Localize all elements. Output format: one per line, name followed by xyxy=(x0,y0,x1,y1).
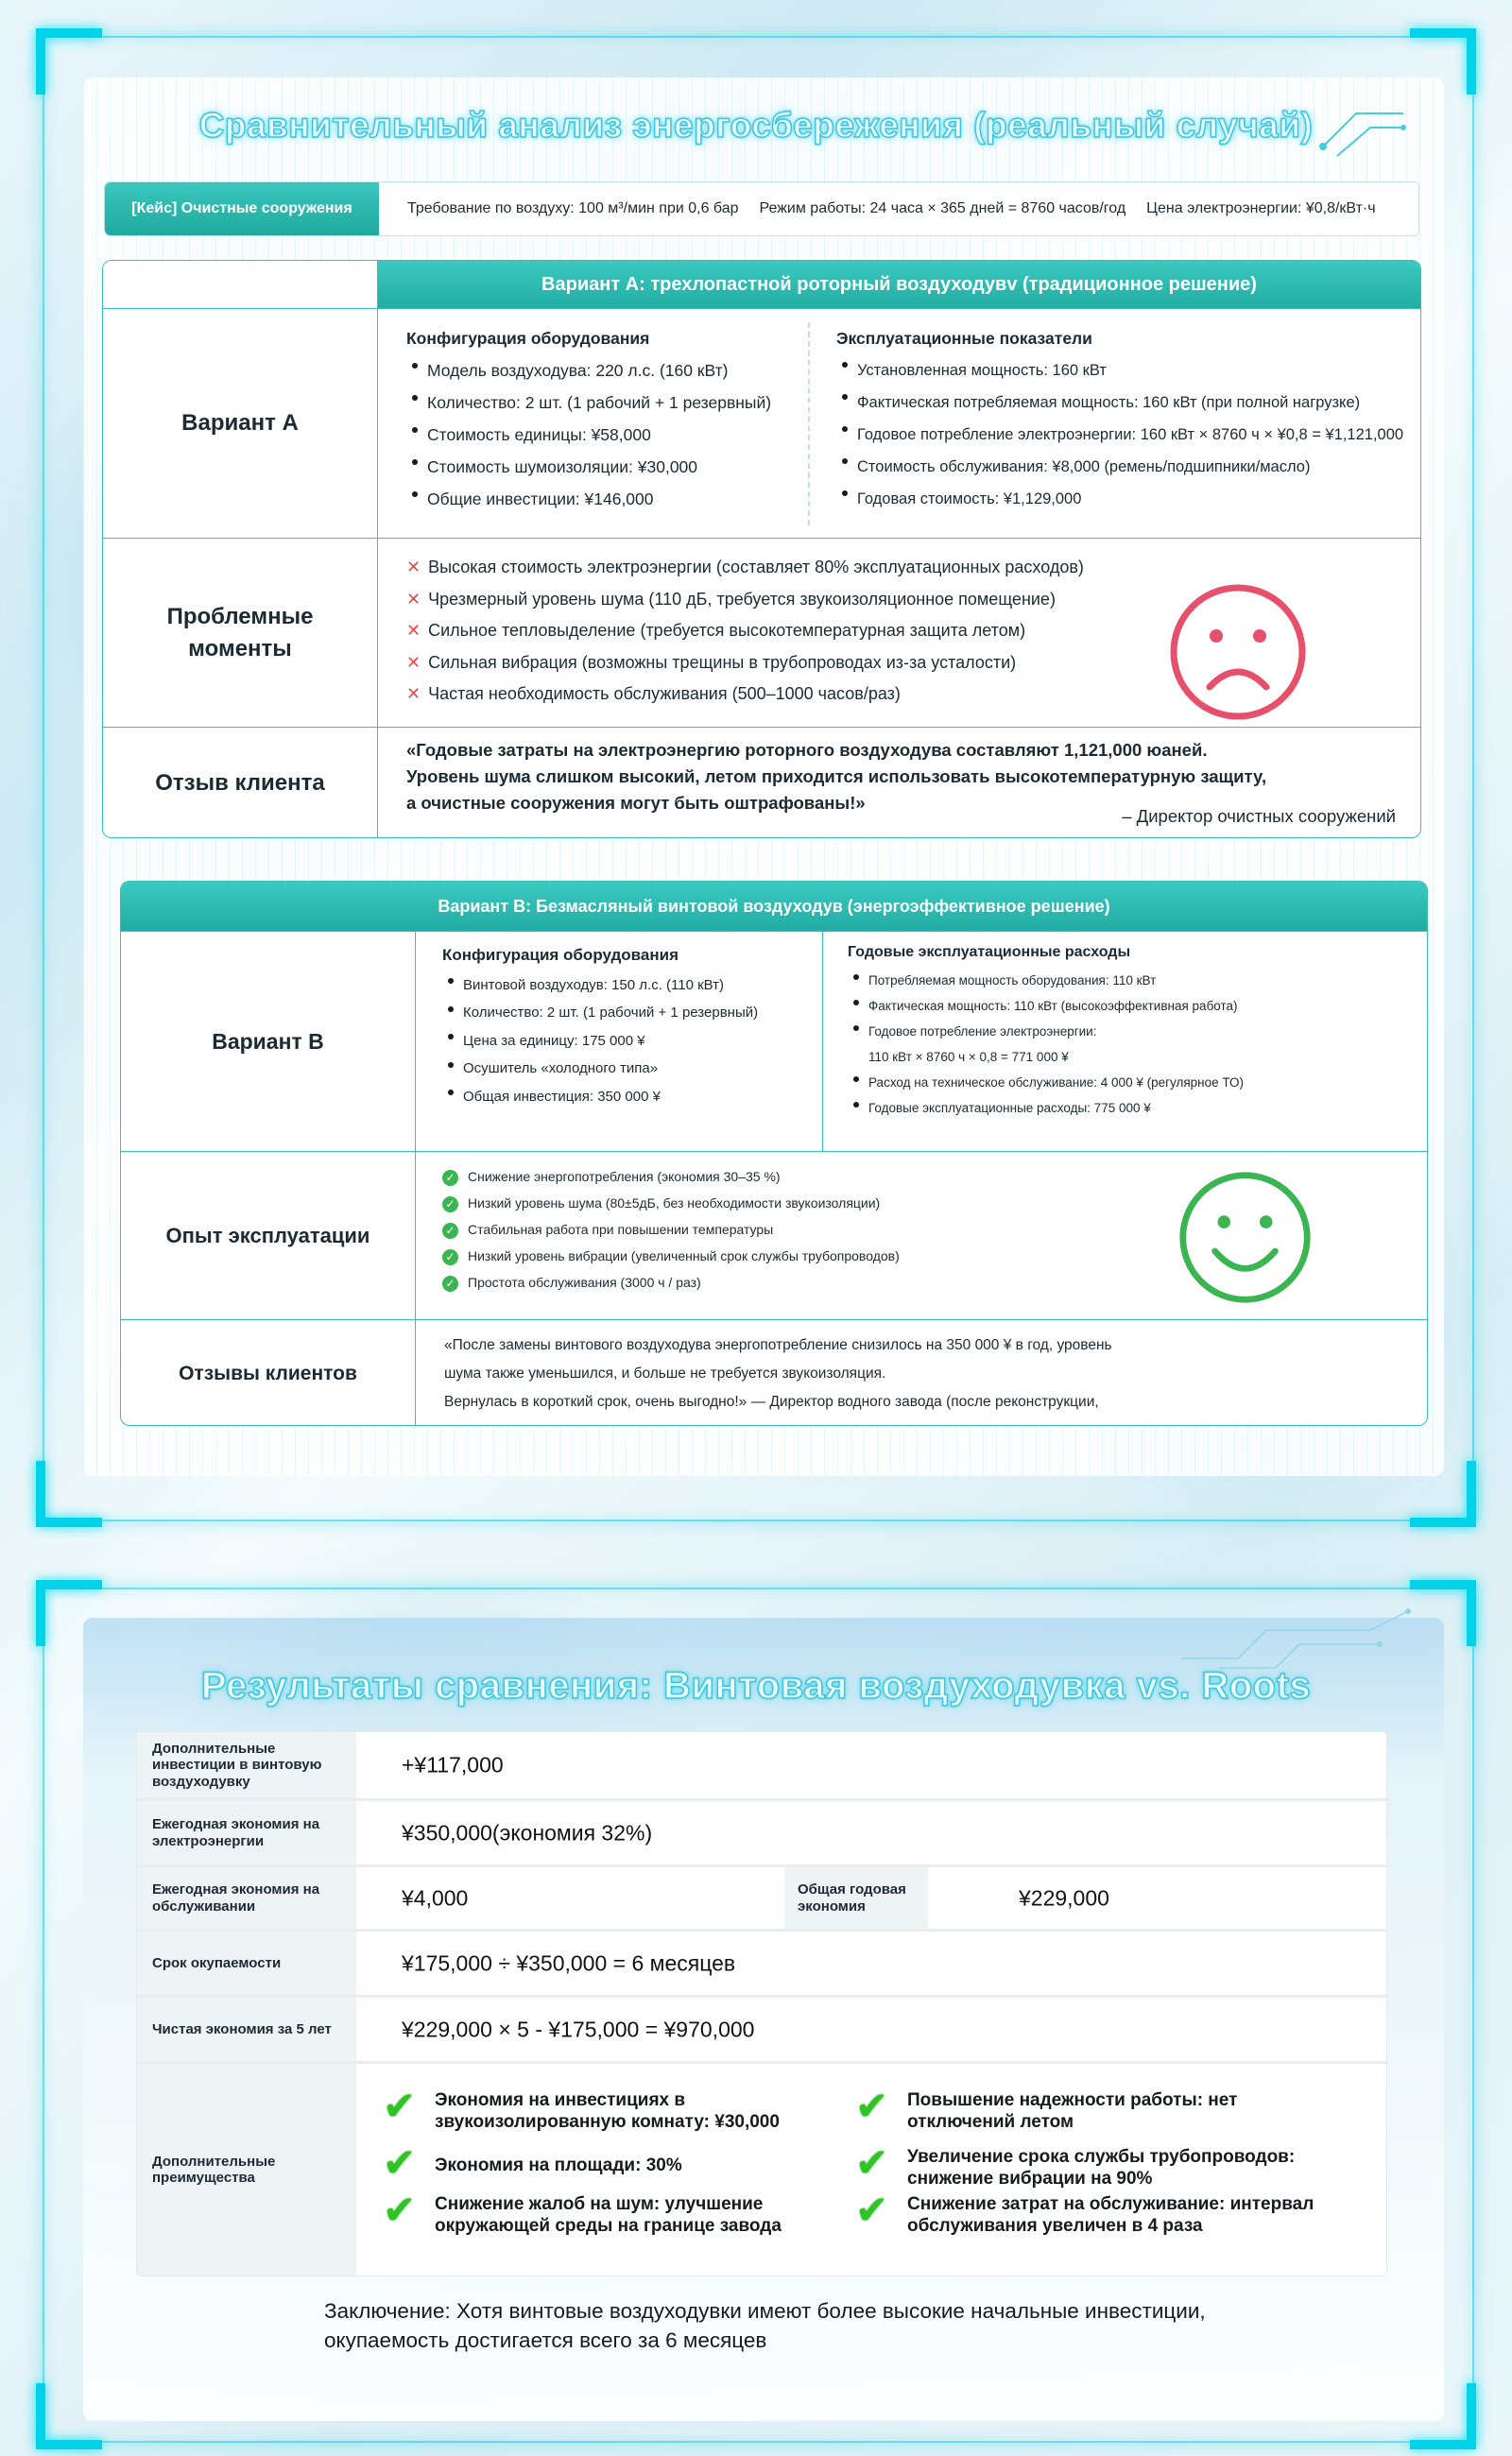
row-value: ¥175,000 ÷ ¥350,000 = 6 месяцев xyxy=(402,1950,736,1975)
list-item: Стоимость шумоизоляции: ¥30,000 xyxy=(406,451,803,483)
list-item: Годовое потребление электроэнергии: 110 кВт × 8760 ч × 0,8 = 771 000 ¥ xyxy=(848,1019,1424,1070)
row-value: ¥4,000 xyxy=(402,1885,469,1910)
plan-b-experience-label: Опыт эксплуатации xyxy=(121,1151,416,1319)
plan-b-benefits-list xyxy=(442,1163,900,1296)
checkmark-icon: ✔ xyxy=(383,2084,417,2128)
row-value-2: ¥229,000 xyxy=(1019,1885,1109,1910)
row-value: +¥117,000 xyxy=(402,1752,504,1778)
plan-a-config-title: Конфигурация оборудования xyxy=(406,329,650,348)
table-row xyxy=(137,2061,1386,2276)
list-item: Общие инвестиции: ¥146,000 xyxy=(406,483,803,515)
list-item: Потребляемая мощность оборудования: 110 кВт xyxy=(848,968,1424,993)
list-item: ✕ Чрезмерный уровень шума (110 дБ, требуется звукоизоляционное помещение) xyxy=(406,589,1056,609)
plan-b-config-title: Конфигурация оборудования xyxy=(442,946,679,964)
case-air-requirement: Требование по воздуху: 100 м³/мин при 0,6 бар xyxy=(407,200,739,216)
happy-face-icon xyxy=(1177,1169,1314,1306)
list-item: ✓ Низкий уровень вибрации (увеличенный срок службы трубопроводов) xyxy=(442,1243,900,1269)
row-label: Срок окупаемости xyxy=(137,1932,356,1995)
case-electricity-price: Цена электроэнергии: ¥0,8/кВт·ч xyxy=(1146,200,1376,216)
advantage-item: Увеличение срока службы трубопроводов: снижение вибрации на 90% xyxy=(907,2147,1296,2189)
row-value: ¥350,000(экономия 32%) xyxy=(402,1820,653,1845)
list-item: ✓ Снижение энергопотребления (экономия 30–35 %) xyxy=(442,1163,900,1190)
list-item: ✓ Низкий уровень шума (80±5дБ, без необходимости звукоизоляции) xyxy=(442,1190,900,1216)
check-icon: ✓ xyxy=(442,1223,458,1239)
plan-a-label: Вариант А xyxy=(103,308,378,538)
row-label: Ежегодная экономия на электроэнергии xyxy=(137,1801,356,1864)
advantage-item: Снижение затрат на обслуживание: интервал обслуживания увеличен в 4 раза xyxy=(907,2194,1314,2236)
list-item: ✕ Сильное тепловыделение (требуется высокотемпературная защита летом) xyxy=(406,621,1026,640)
list-item: Осушитель «холодного типа» xyxy=(442,1055,811,1083)
row-label-2: Общая годовая экономия xyxy=(784,1867,928,1929)
list-item: Годовые эксплуатационные расходы: 775 000 ¥ xyxy=(848,1095,1424,1121)
list-item: Модель воздуходува: 220 л.с. (160 кВт) xyxy=(406,354,803,386)
circuit-decoration-icon xyxy=(1318,94,1408,161)
table-row xyxy=(137,1732,1386,1798)
row-label: Дополнительные инвестиции в винтовую воздуходувку xyxy=(137,1732,356,1798)
case-tag: [Кейс] Очистные сооружения xyxy=(105,182,379,235)
comparison-table xyxy=(137,1732,1386,2276)
list-item: Годовая стоимость: ¥1,129,000 xyxy=(836,483,1421,515)
list-item: Количество: 2 шт. (1 рабочий + 1 резервный) xyxy=(442,999,811,1027)
checkmark-icon: ✔ xyxy=(855,2140,889,2185)
checkmark-icon: ✔ xyxy=(383,2188,417,2232)
table-row xyxy=(137,1995,1386,2061)
checkmark-icon: ✔ xyxy=(855,2084,889,2128)
list-item: Общая инвестиция: 350 000 ¥ xyxy=(442,1083,811,1111)
list-item: Стоимость единицы: ¥58,000 xyxy=(406,419,803,451)
list-item: ✕ Частая необходимость обслуживания (500–1000 часов/раз) xyxy=(406,684,901,703)
checkmark-icon: ✔ xyxy=(383,2140,417,2185)
check-icon: ✓ xyxy=(442,1249,458,1265)
advantage-item: Экономия на площади: 30% xyxy=(435,2155,682,2175)
plan-a-quote-author: – Директор очистных сооружений xyxy=(1122,806,1396,826)
advantage-item: Повышение надежности работы: нет отключений летом xyxy=(907,2090,1238,2132)
plan-b-config-list xyxy=(442,971,811,1111)
list-item: Установленная мощность: 160 кВт xyxy=(836,354,1421,386)
plan-a-problems-label: Проблемные моменты xyxy=(103,538,378,727)
list-item: Фактическая мощность: 110 кВт (высокоэффективная работа) xyxy=(848,993,1424,1019)
plan-b-ops-title: Годовые эксплуатационные расходы xyxy=(848,944,1131,960)
cross-icon: ✕ xyxy=(406,684,421,703)
plan-a-ops-title: Эксплуатационные показатели xyxy=(836,329,1092,348)
list-item: Цена за единицу: 175 000 ¥ xyxy=(442,1027,811,1056)
checkmark-icon: ✔ xyxy=(855,2188,889,2232)
list-item: Стоимость обслуживания: ¥8,000 (ремень/подшипники/масло) xyxy=(836,451,1421,483)
row-label: Ежегодная экономия на обслуживании xyxy=(137,1867,356,1929)
plan-a-table xyxy=(102,260,1421,838)
table-row xyxy=(137,1798,1386,1864)
plan-b-header: Вариант B: Безмасляный винтовой воздуходув (энергоэффективное решение) xyxy=(121,882,1427,931)
plan-a-header: Вариант А: трехлопастной роторный воздуходувv (традиционное решение) xyxy=(378,261,1420,308)
check-icon: ✓ xyxy=(442,1170,458,1186)
row-label: Дополнительные преимущества xyxy=(137,2064,356,2276)
list-item: ✓ Простота обслуживания (3000 ч / раз) xyxy=(442,1269,900,1296)
row-label: Чистая экономия за 5 лет xyxy=(137,1998,356,2061)
plan-a-quote: «Годовые затраты на электроэнергию роторного воздуходува составляют 1,121,000 юаней. Уровень шума слишком высокий, летом приходится использовать высокотемпературную защиту, а очистные сооружения могут быть оштрафованы!» xyxy=(406,740,1267,813)
case-operation-mode: Режим работы: 24 часа × 365 дней = 8760 часов/год xyxy=(759,200,1126,216)
list-item: Фактическая потребляемая мощность: 160 кВт (при полной нагрузке) xyxy=(836,386,1421,419)
plan-b-ops-list xyxy=(848,968,1424,1121)
check-icon: ✓ xyxy=(442,1276,458,1292)
cross-icon: ✕ xyxy=(406,589,421,609)
list-item: Расход на техническое обслуживание: 4 000 ¥ (регулярное ТО) xyxy=(848,1070,1424,1095)
plan-b-quote: «После замены винтового воздуходува энергопотребление снизилось на 350 000 ¥ в год, уровень шума также уменьшился, и больше не требуется звукоизоляция. Вернулась в короткий срок, очень выгодно!» — Директор водного завода (после реконструкции, xyxy=(444,1337,1112,1410)
cross-icon: ✕ xyxy=(406,652,421,672)
compare-title: Результаты сравнения: Винтовая воздуходувка vs. Roots xyxy=(200,1665,1312,1707)
list-item: ✕ Высокая стоимость электроэнергии (составляет 80% эксплуатационных расходов) xyxy=(406,558,1084,576)
plan-b-label: Вариант В xyxy=(121,931,416,1151)
page-title: Сравнительный анализ энергосбережения (реальный случай) xyxy=(198,106,1314,145)
case-bar xyxy=(104,181,1419,236)
sad-face-icon xyxy=(1167,581,1309,723)
cross-icon: ✕ xyxy=(406,558,421,576)
plan-b-table xyxy=(120,881,1428,1426)
row-value: ¥229,000 × 5 - ¥175,000 = ¥970,000 xyxy=(402,2017,755,2041)
plan-a-feedback-label: Отзыв клиента xyxy=(103,727,378,838)
table-row xyxy=(137,1864,1386,1929)
plan-a-config-list xyxy=(406,354,803,515)
advantage-item: Экономия на инвестициях в звукоизолированную комнату: ¥30,000 xyxy=(435,2090,780,2132)
check-icon: ✓ xyxy=(442,1196,458,1212)
plan-b-feedback-label: Отзывы клиентов xyxy=(121,1319,416,1426)
conclusion: Заключение: Хотя винтовые воздуходувки имеют более высокие начальные инвестиции, окупаемость достигается всего за 6 месяцев xyxy=(324,2299,1206,2352)
cross-icon: ✕ xyxy=(406,621,421,640)
circuit-decoration-icon xyxy=(1181,1606,1418,1673)
list-item: ✓ Стабильная работа при повышении температуры xyxy=(442,1216,900,1243)
list-item: Годовое потребление электроэнергии: 160 кВт × 8760 ч × ¥0,8 = ¥1,121,000 xyxy=(836,419,1421,451)
plan-a-problems-list xyxy=(406,552,1084,711)
list-item: ✕ Сильная вибрация (возможны трещины в трубопроводах из-за усталости) xyxy=(406,652,1017,672)
plan-a-ops-list xyxy=(836,354,1421,515)
list-item: Винтовой воздуходув: 150 л.с. (110 кВт) xyxy=(442,971,811,1000)
table-row xyxy=(137,1929,1386,1995)
list-item: Количество: 2 шт. (1 рабочий + 1 резервный) xyxy=(406,386,803,419)
advantage-item: Снижение жалоб на шум: улучшение окружающей среды на границе завода xyxy=(435,2194,782,2236)
